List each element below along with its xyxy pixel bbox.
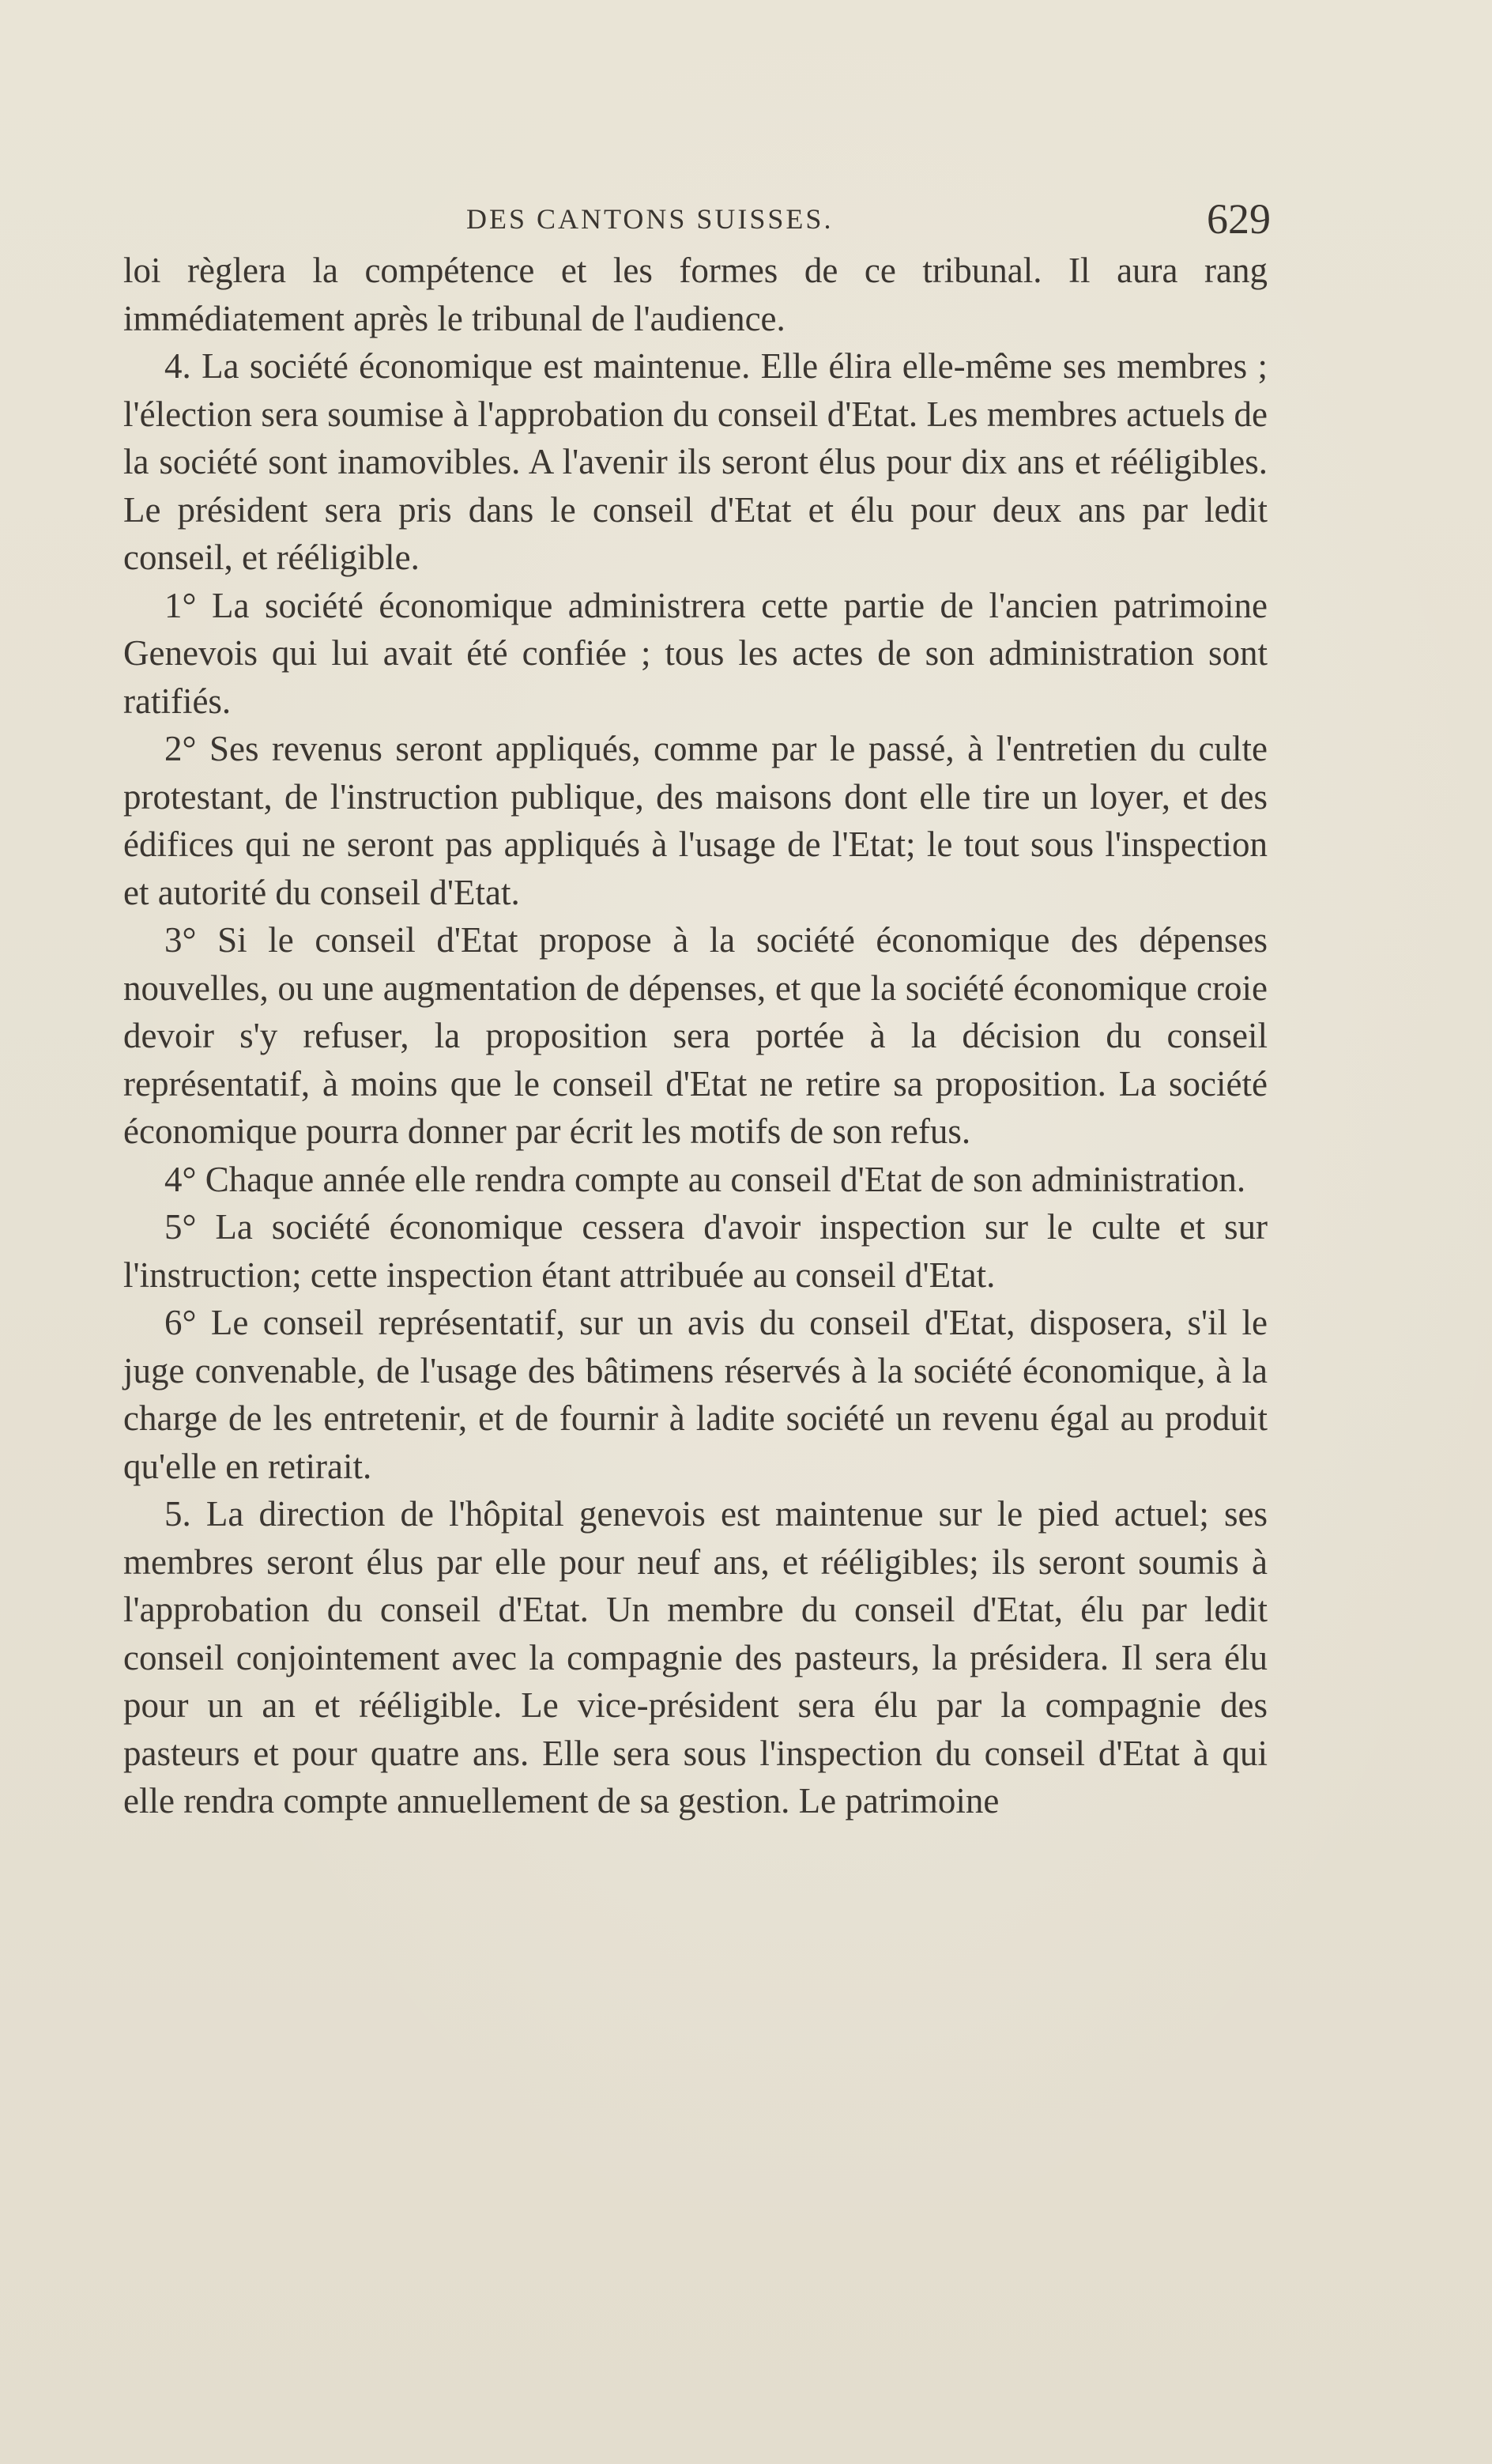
paragraph: 2° Ses revenus seront appliqués, comme par le passé, à l'entretien du culte protestant, de l'instruction publique, des maisons dont elle tire un loyer, et des édifices qui ne seront pas appliqués à l'usage de l'Etat; le tout sous l'inspection et autorité du conseil d'Etat. (123, 729, 1268, 912)
paragraph: 5° La société économique cessera d'avoir inspection sur le culte et sur l'instruction; cette inspection étant attribuée au conseil d'Etat. (123, 1207, 1268, 1295)
paragraph: 3° Si le conseil d'Etat propose à la société économique des dépenses nouvelles, ou une augmentation de dépenses, et que la société économique croie devoir s'y refuser, la proposition sera portée à la décision du conseil représentatif, à moins que le conseil d'Etat ne retire sa proposition. La société économique pourra donner par écrit les motifs de son refus. (123, 920, 1268, 1151)
page-header (126, 195, 1271, 247)
paragraph: 4. La société économique est maintenue. Elle élira elle-même ses membres ; l'élection sera soumise à l'approbation du conseil d'Etat. Les membres actuels de la société sont inamovibles. A l'avenir ils seront élus pour dix ans et rééligibles. Le président sera pris dans le conseil d'Etat et élu pour deux ans par ledit conseil, et rééligible. (123, 346, 1268, 577)
body-text (123, 247, 1268, 1825)
paragraph: loi règlera la compétence et les formes de ce tribunal. Il aura rang immédiatement après le tribunal de l'audience. (123, 251, 1268, 338)
paragraph: 6° Le conseil représentatif, sur un avis du conseil d'Etat, disposera, s'il le juge convenable, de l'usage des bâtimens réservés à la société économique, à la charge de les entretenir, et de fournir à ladite société un revenu égal au produit qu'elle en retirait. (123, 1303, 1268, 1486)
paragraph: 5. La direction de l'hôpital genevois est maintenue sur le pied actuel; ses membres seront élus par elle pour neuf ans, et rééligibles; ils seront soumis à l'approbation du conseil d'Etat. Un membre du conseil d'Etat, élu par ledit conseil conjointement avec la compagnie des pasteurs, la présidera. Il sera élu pour un an et rééligible. Le vice-président sera élu par la compagnie des pasteurs et pour quatre ans. Elle sera sous l'inspection du conseil d'Etat à qui elle rendra compte annuellement de sa gestion. Le patrimoine (123, 1494, 1268, 1821)
paragraph: 4° Chaque année elle rendra compte au conseil d'Etat de son administration. (164, 1159, 1246, 1199)
running-head: DES CANTONS SUISSES. (466, 203, 834, 235)
paragraph: 1° La société économique administrera cette partie de l'ancien patrimoine Genevois qui lui avait été confiée ; tous les actes de son administration sont ratifiés. (123, 585, 1268, 721)
page-number: 629 (1207, 195, 1271, 243)
